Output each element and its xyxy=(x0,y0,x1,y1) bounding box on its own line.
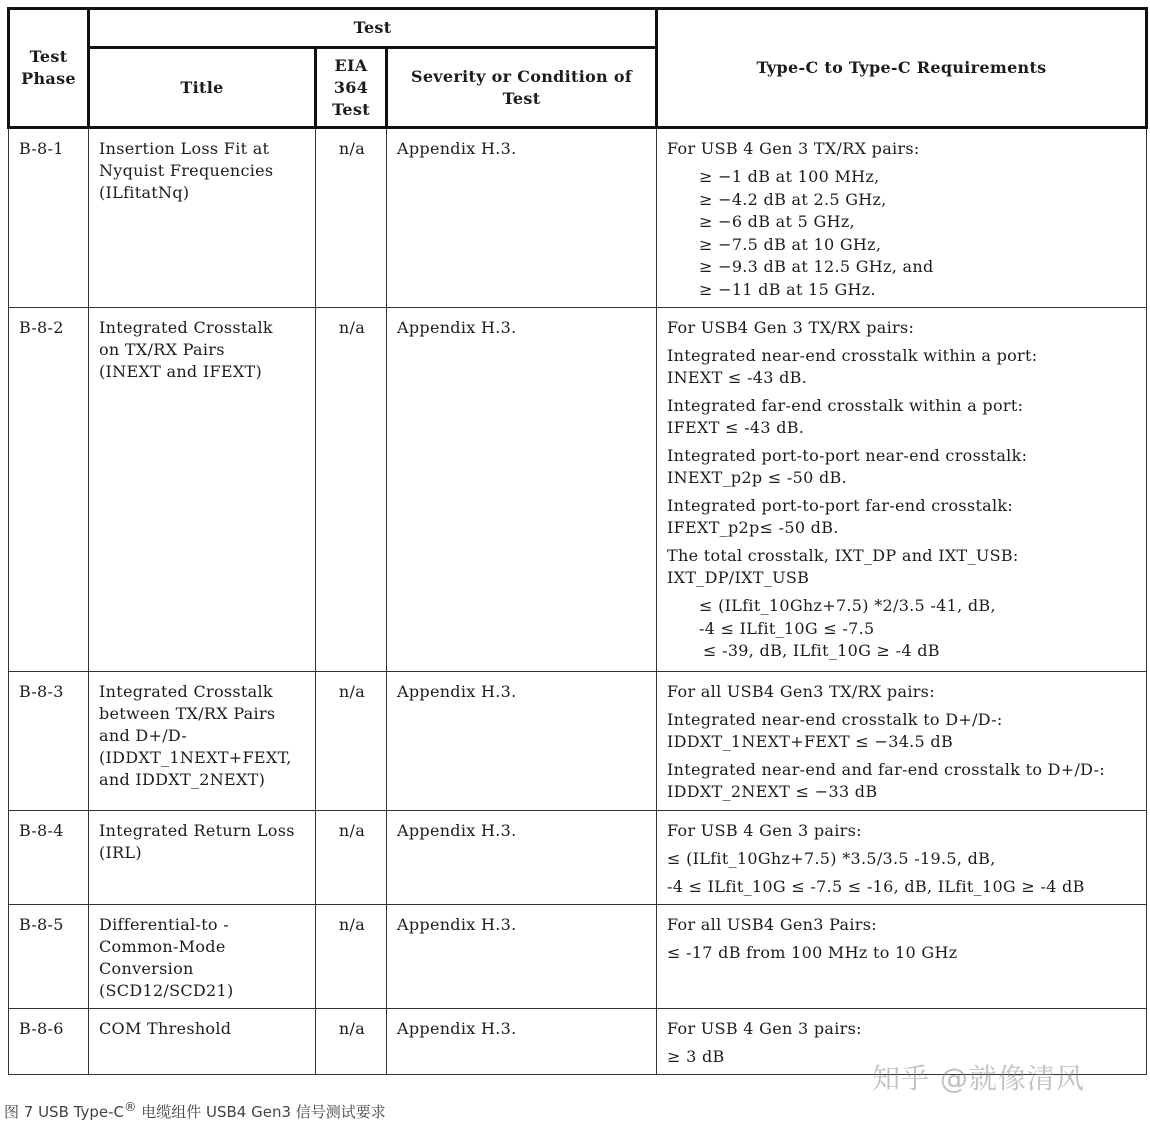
row-title: COM Threshold xyxy=(89,1009,316,1075)
row-phase: B-8-4 xyxy=(9,811,89,905)
req-line: ≥ −9.3 dB at 12.5 GHz, and xyxy=(699,257,934,276)
watermark: 知乎 @就像清风 xyxy=(872,1062,1085,1095)
row-requirements xyxy=(657,308,1147,672)
header-eia: EIA 364 Test xyxy=(316,48,387,128)
header-requirements: Type-C to Type-C Requirements xyxy=(657,9,1147,128)
req-line: ≥ −7.5 dB at 10 GHz, xyxy=(699,234,882,254)
row-severity: Appendix H.3. xyxy=(387,672,657,811)
req-line: ≥ 3 dB xyxy=(667,1047,725,1066)
req-line: ≤ -17 dB from 100 MHz to 10 GHz xyxy=(667,943,958,962)
header-test-phase: Test Phase xyxy=(9,9,89,128)
req-line: Integrated near-end crosstalk within a port: INEXT ≤ -43 dB. xyxy=(667,346,1038,387)
row-severity: Appendix H.3. xyxy=(387,128,657,308)
req-line: The total crosstalk, IXT_DP and IXT_USB: IXT_DP/IXT_USB xyxy=(667,546,1019,587)
row-phase: B-8-2 xyxy=(9,308,89,672)
row-title: Integrated Return Loss (IRL) xyxy=(89,811,316,905)
row-phase: B-8-6 xyxy=(9,1009,89,1075)
row-phase: B-8-5 xyxy=(9,905,89,1009)
registered-mark: ® xyxy=(123,1099,137,1114)
row-severity: Appendix H.3. xyxy=(387,811,657,905)
row-title: Integrated Crosstalk between TX/RX Pairs and D+/D- (IDDXT_1NEXT+FEXT, and IDDXT_2NEXT) xyxy=(89,672,316,811)
req-line: -4 ≤ ILfit_10G ≤ -7.5 xyxy=(699,618,875,638)
table-row xyxy=(9,672,1147,811)
figure-caption xyxy=(4,1099,386,1122)
req-line: For USB 4 Gen 3 pairs: xyxy=(667,821,862,840)
row-severity: Appendix H.3. xyxy=(387,905,657,1009)
row-eia: n/a xyxy=(316,128,387,308)
req-line: For all USB4 Gen3 TX/RX pairs: xyxy=(667,682,935,701)
req-line: ≥ −4.2 dB at 2.5 GHz, xyxy=(699,189,887,209)
req-line: ≥ −11 dB at 15 GHz. xyxy=(699,279,876,299)
row-title: Insertion Loss Fit at Nyquist Frequencies (ILfitatNq) xyxy=(89,128,316,308)
header-title: Title xyxy=(89,48,316,128)
req-line: ≤ -39, dB, ILfit_10G ≥ -4 dB xyxy=(703,641,940,660)
row-phase: B-8-1 xyxy=(9,128,89,308)
row-eia: n/a xyxy=(316,1009,387,1075)
row-eia: n/a xyxy=(316,308,387,672)
table-header xyxy=(9,9,1147,128)
req-line: ≥ −1 dB at 100 MHz, xyxy=(699,167,880,186)
caption-text: 电缆组件 USB4 Gen3 信号测试要求 xyxy=(136,1103,386,1121)
req-line: -4 ≤ ILfit_10G ≤ -7.5 ≤ -16, dB, ILfit_10G ≥ -4 dB xyxy=(667,877,1085,896)
requirements-document xyxy=(7,7,1148,1075)
req-line: Integrated port-to-port far-end crosstalk: IFEXT_p2p≤ -50 dB. xyxy=(667,496,1014,537)
row-phase: B-8-3 xyxy=(9,672,89,811)
requirements-table xyxy=(7,7,1148,1075)
table-row xyxy=(9,128,1147,308)
req-line: ≤ (ILfit_10Ghz+7.5) *3.5/3.5 -19.5, dB, xyxy=(667,849,996,868)
req-line: ≤ (ILfit_10Ghz+7.5) *2/3.5 -41, dB, xyxy=(699,596,996,615)
header-test-group: Test xyxy=(89,9,657,48)
table-row xyxy=(9,811,1147,905)
req-line: Integrated port-to-port near-end crosstalk: INEXT_p2p ≤ -50 dB. xyxy=(667,446,1028,487)
row-eia: n/a xyxy=(316,811,387,905)
req-line: For USB 4 Gen 3 pairs: xyxy=(667,1019,862,1038)
req-value-list xyxy=(667,166,1138,301)
row-severity: Appendix H.3. xyxy=(387,1009,657,1075)
req-line: Integrated far-end crosstalk within a port: IFEXT ≤ -43 dB. xyxy=(667,396,1024,437)
row-requirements xyxy=(657,672,1147,811)
req-line: Integrated near-end crosstalk to D+/D-: IDDXT_1NEXT+FEXT ≤ −34.5 dB xyxy=(667,710,1003,751)
row-eia: n/a xyxy=(316,905,387,1009)
req-line: ≥ −6 dB at 5 GHz, xyxy=(699,212,855,231)
req-line: For USB 4 Gen 3 TX/RX pairs: xyxy=(667,139,920,158)
caption-text: 图 7 USB Type-C xyxy=(4,1103,124,1121)
row-eia: n/a xyxy=(316,672,387,811)
row-title: Integrated Crosstalk on TX/RX Pairs (INEXT and IFEXT) xyxy=(89,308,316,672)
req-line: Integrated near-end and far-end crosstalk to D+/D-: IDDXT_2NEXT ≤ −33 dB xyxy=(667,760,1105,801)
req-formula xyxy=(667,595,1138,663)
table-row xyxy=(9,308,1147,672)
row-requirements xyxy=(657,905,1147,1009)
row-severity: Appendix H.3. xyxy=(387,308,657,672)
table-row xyxy=(9,905,1147,1009)
row-requirements xyxy=(657,128,1147,308)
req-line: For all USB4 Gen3 Pairs: xyxy=(667,915,877,934)
header-severity: Severity or Condition of Test xyxy=(387,48,657,128)
row-title: Differential-to - Common-Mode Conversion (SCD12/SCD21) xyxy=(89,905,316,1009)
row-requirements xyxy=(657,811,1147,905)
req-line: For USB4 Gen 3 TX/RX pairs: xyxy=(667,318,915,337)
